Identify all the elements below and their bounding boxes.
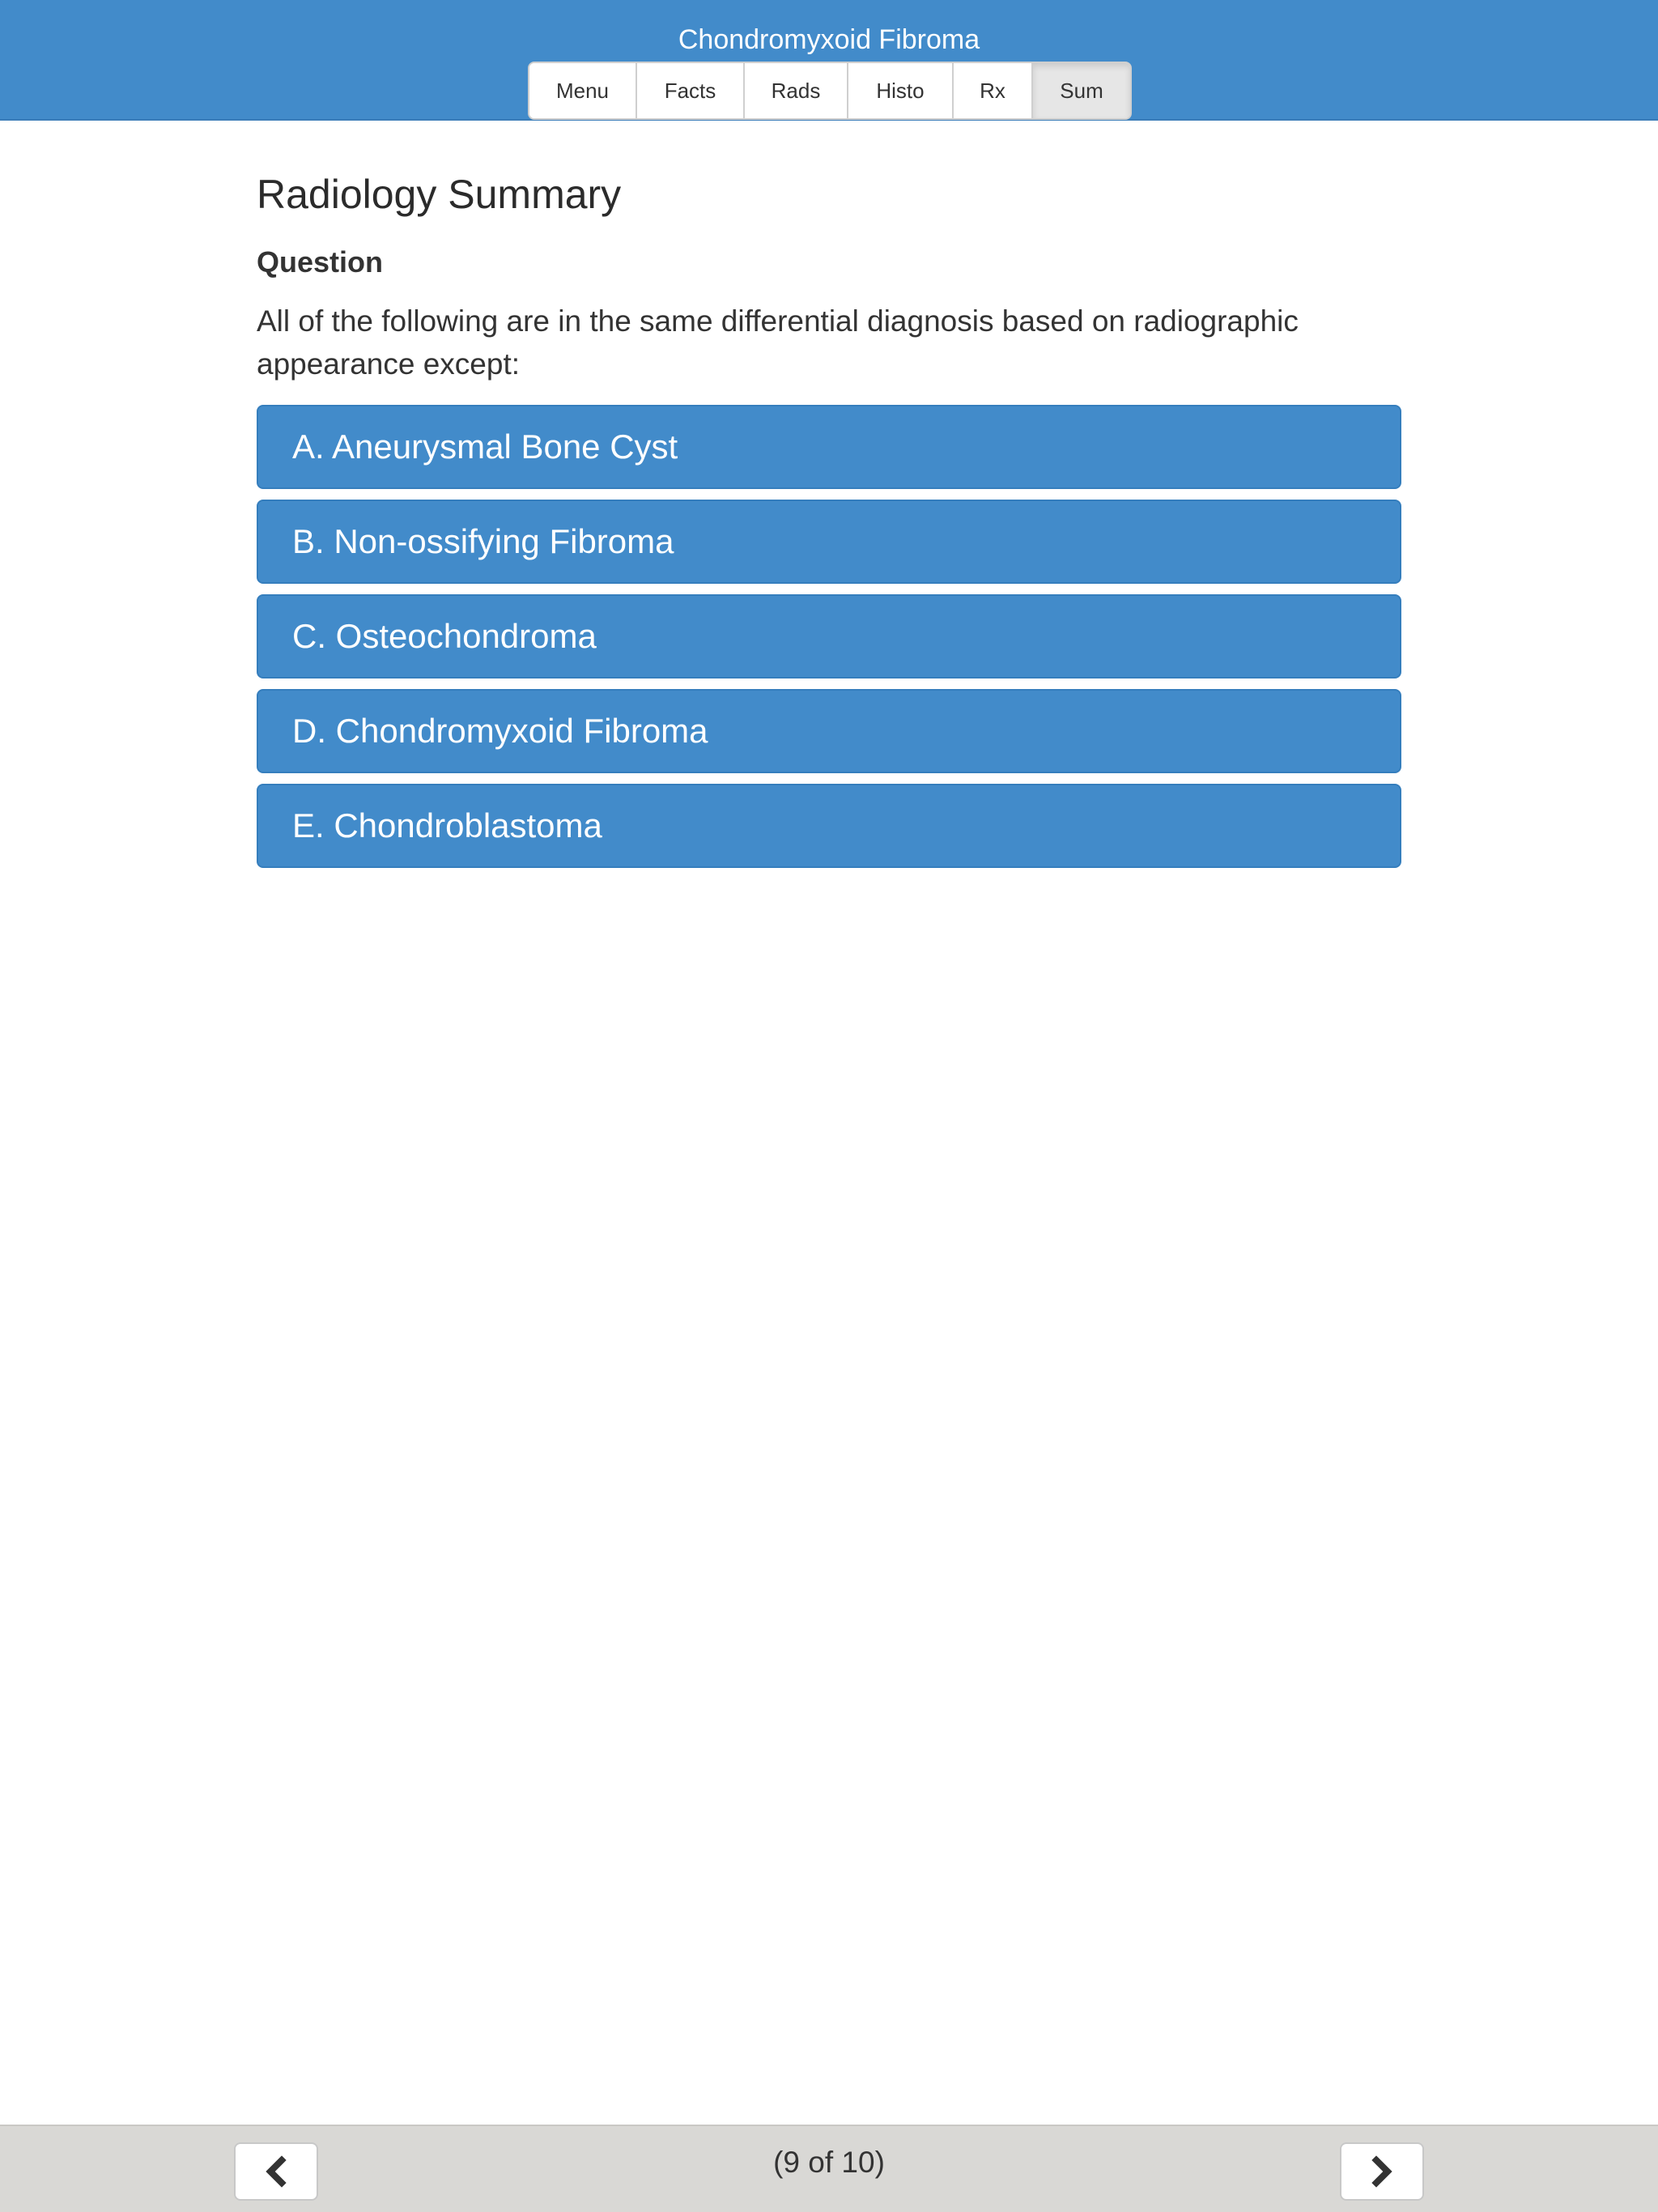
tab-rx[interactable]: Rx [954, 63, 1033, 118]
header-bar [0, 0, 1658, 121]
header-title: Chondromyxoid Fibroma [678, 24, 980, 55]
answer-button-a[interactable]: A. Aneurysmal Bone Cyst [257, 405, 1401, 489]
page-counter: (9 of 10) [773, 2146, 885, 2179]
tab-facts[interactable]: Facts [637, 63, 745, 118]
answer-list [257, 405, 1401, 868]
next-page-button[interactable] [1340, 2142, 1424, 2201]
main-content [257, 162, 1401, 878]
tab-bar [528, 62, 1132, 120]
tab-rads[interactable]: Rads [745, 63, 848, 118]
tab-histo[interactable]: Histo [848, 63, 954, 118]
question-text: All of the following are in the same differential diagnosis based on radiographic appearance except: [257, 304, 1299, 381]
chevron-right-icon [1368, 2155, 1396, 2188]
answer-button-b[interactable]: B. Non-ossifying Fibroma [257, 500, 1401, 584]
answer-button-c[interactable]: C. Osteochondroma [257, 594, 1401, 678]
answer-button-d[interactable]: D. Chondromyxoid Fibroma [257, 689, 1401, 773]
answer-button-e[interactable]: E. Chondroblastoma [257, 784, 1401, 868]
tab-sum[interactable]: Sum [1033, 63, 1130, 118]
page-title: Radiology Summary [257, 172, 622, 217]
section-label: Question [257, 245, 384, 279]
footer-bar [0, 2125, 1658, 2212]
tab-menu[interactable]: Menu [529, 63, 637, 118]
